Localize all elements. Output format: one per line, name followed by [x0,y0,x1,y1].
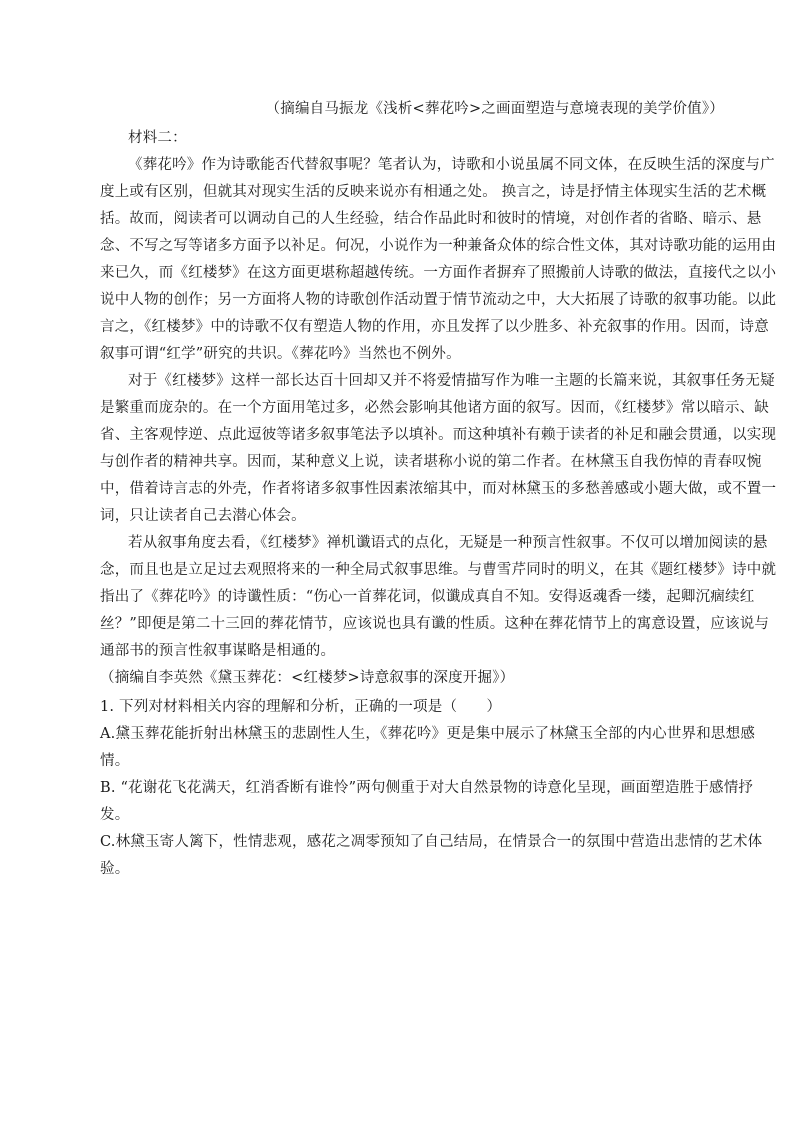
option-b [100,775,754,829]
text-line: 是繁重而庞杂的。在一个方面用笔过多，必然会影响其他诸方面的叙写。因而，《红楼梦》常以暗示、缺 [100,400,769,416]
option-c [100,829,763,883]
paragraph-3 [100,530,777,665]
option-line: A.黛玉葬花能折射出林黛玉的悲剧性人生，《葬花吟》更是集中展示了林黛玉全部的内心世界和思想感 [100,726,756,742]
text-line: 对于《红楼梦》这样一部长达百十回却又并不将爱情描写作为唯一主题的长篇来说，其叙事任务无疑 [128,373,775,389]
text-line: 念，而且也是立足过去观照将来的一种全局式叙事思维。与曹雪芹同时的明义，在其《题红楼梦》诗中就 [100,562,777,578]
paragraph-1 [100,152,777,368]
option-line: C.林黛玉寄人篱下，性情悲观，感花之凋零预知了自己结局，在情景合一的氛围中营造出悲情的艺术体 [100,834,763,850]
source-citation-1: （摘编自马振龙《浅析<葬花吟>之画面塑造与意境表现的美学价值》） [265,101,724,117]
option-line: 发。 [100,807,130,823]
option-a [100,721,756,775]
document-page [100,96,777,883]
material-two-heading: 材料二： [128,130,187,146]
text-line: 若从叙事角度去看，《红楼梦》禅机谶语式的点化，无疑是一种预言性叙事。不仅可以增加阅读的悬 [128,535,768,551]
text-line: 丝？”即便是第二十三回的葬花情节，应该说也具有谶的性质。这种在葬花情节上的寓意设置，应该说与 [100,616,770,632]
text-line: 说中人物的创作；另一方面将人物的诗歌创作活动置于情节流动之中，大大拓展了诗歌的叙事功能。以此 [100,292,777,308]
text-line: 省、主客观悖逆、点此逗彼等诸多叙事笔法予以填补。而这种填补有赖于读者的补足和融会贯通，以实现 [100,427,777,443]
text-line: 词，只让读者自己去潜心体会。 [100,508,306,524]
text-line: 念、不写之写等诸多方面予以补足。何况，小说作为一种兼备众体的综合性文体，其对诗歌功能的运用由 [100,238,777,254]
text-line: 中，借着诗言志的外壳，作者将诸多叙事性因素浓缩其中，而对林黛玉的多愁善感或小题大做，或不置一 [100,481,777,497]
option-line: 情。 [100,753,130,769]
text-line: 言之，《红楼梦》中的诗歌不仅有塑造人物的作用，亦且发挥了以少胜多、补充叙事的作用。因而，诗意 [100,319,769,335]
question-1 [100,694,763,883]
text-line: 与创作者的精神共享。因而，某种意义上说，读者堪称小说的第二作者。在林黛玉自我伤悼的青春叹惋 [100,454,762,470]
paragraph-2 [100,368,777,530]
text-line: 度上或有区别，但就其对现实生活的反映来说亦有相通之处。 换言之，诗是抒情主体现实生活的艺术概 [100,184,767,200]
option-line: B. “花谢花飞花满天，红消香断有谁怜”两句侧重于对大自然景物的诗意化呈现，画面塑造胜于感情抒 [100,780,754,796]
text-line: 《葬花吟》作为诗歌能否代替叙事呢？笔者认为，诗歌和小说虽属不同文体，在反映生活的深度与广 [128,157,775,173]
text-line: 括。故而，阅读者可以调动自己的人生经验，结合作品此时和彼时的情境，对创作者的省略、暗示、悬 [100,211,762,227]
question-stem: 1. 下列对材料相关内容的理解和分析，正确的一项是（ ） [100,699,502,715]
text-line: 叙事可谓“红学”研究的共识。《葬花吟》当然也不例外。 [100,346,461,362]
text-line: 通部书的预言性叙事谋略是相通的。 [100,643,336,659]
text-line: 指出了《葬花吟》的诗谶性质：“伤心一首葬花词，似谶成真自不知。安得返魂香一缕，起卿沉痼续红 [100,589,755,605]
source-citation-2: （摘编自李英然《黛玉葬花：<红楼梦>诗意叙事的深度开掘》） [100,670,515,686]
text-line: 来已久，而《红楼梦》在这方面更堪称超越传统。一方面作者摒弃了照搬前人诗歌的做法，直接代之以小 [100,265,777,281]
option-line: 验。 [100,861,130,877]
